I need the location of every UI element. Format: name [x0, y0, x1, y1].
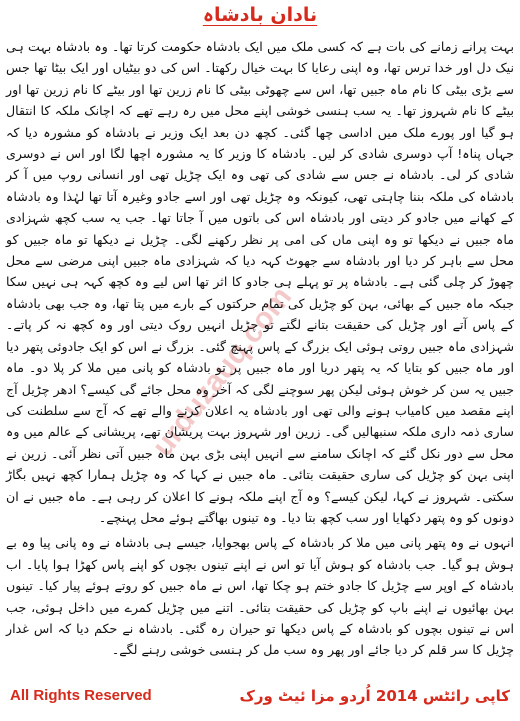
copyright-english: All Rights Reserved — [10, 687, 152, 704]
story-paragraph: انہوں نے وہ پتھر پانی میں ملا کر بادشاہ کے پاس بھجوایا، جیسے ہی بادشاہ نے وہ پانی پیا وہ بے ہوش ہو گیا۔ جب بادشاہ کو ہوش آیا تو اس نے اپنے تینوں بچوں کو اپنے پاس کھڑا ہوا پایا۔ اب بادشاہ کے اوپر سے چڑیل کا جادو ختم ہو چکا تھا، اس نے ماہ جبیں کو روتے ہوئے پیار کیا۔ تینوں بہن بھائیوں نے اپنے باپ کو چڑیل کی حقیقت بتائی۔ اتنے میں چڑیل کمرے میں داخل ہوئی، جب اس نے تینوں بچوں کو بادشاہ کے پاس دیکھا تو حیران رہ گئی۔ بادشاہ نے حکم دیا کہ اس غدار چڑیل کا سر قلم کر دیا جائے اور پھر وہ سب مل کر ہنسی خوشی رہنے لگے۔ — [6, 535, 514, 658]
copyright-urdu: کاپی رائٹس 2014 اُردو مزا ئیٹ ورک — [239, 687, 510, 705]
site-watermark: urduzauq.com — [146, 280, 299, 463]
story-body — [6, 36, 514, 661]
story-title: نادان بادشاہ — [202, 4, 318, 26]
story-paragraph: بہت پرانے زمانے کی بات ہے کہ کسی ملک میں ایک بادشاہ حکومت کرتا تھا۔ وہ بادشاہ بہت ہی نیک دل اور خدا ترس تھا، وہ اپنی رعایا کا بہت خیال رکھتا۔ اس کی دو بیٹیاں اور ایک بیٹا تھا جس سے بڑی بیٹی کا نام ماہ جبیں تھا، اس سے چھوٹی بیٹی کا نام زرین تھا اور بیٹے کا نام زرین تھا اور بیٹے کا نام شہروز تھا۔ یہ سب ہنسی خوشی اپنے محل میں رہ رہے تھے کہ اچانک ملکہ کا انتقال ہو گیا اور پورے ملک میں اداسی چھا گئی۔ کچھ دن بعد ایک وزیر نے بادشاہ کو مشورہ دیا کہ جہاں پناہ! آپ دوسری شادی کر لیں۔ بادشاہ کا وزیر کا یہ مشورہ اچھا لگا اور اس نے دوسری شادی کر لی۔ بادشاہ نے جس سے شادی کی تھی وہ ایک چڑیل تھی اور انسانی روپ میں آ کر بادشاہ کی ملکہ بننا چاہتی تھی، کیونکہ وہ چڑیل تھی اور اسے جادو وغیرہ آتا تھا لہٰذا وہ بادشاہ کے کھانے میں جادو کر دیتی اور بادشاہ اس کی باتوں میں آ جاتا تھا۔ جب یہ سب کچھ شہزادی ماہ جبیں نے دیکھا تو وہ اپنی ماں کی امی پر نظر رکھنے لگی۔ چڑیل نے دیکھا تو ماہ جبیں کو محل سے باہر کر دیا اور بادشاہ سے جھوٹ کہہ دیا کہ شہزادی ماہ جبیں اپنی مرضی سے محل چھوڑ کر چلی گئی ہے۔ بادشاہ پر تو پہلے ہی جادو کا اثر تھا اس لیے وہ کچھ کہہ ہی نہیں سکا جبکہ ماہ جبیں کے بھائی، بہن کو چڑیل کی تمام حرکتوں کے بارے میں پتا تھا، وہ جب بھی بادشاہ کے پاس آتے اور چڑیل کی حقیقت بتانے لگتے تو چڑیل انہیں روک دیتی اور وہ کچھ نہ کر پاتے۔ شہزادی ماہ جبیں روتی ہوئی ایک بزرگ کے پاس پہنچ گئی۔ بزرگ نے اس کو ایک جادوئی پتھر دیا اور ماہ جبیں کو بتایا کہ یہ پتھر دریا اور ماہ جبیں پر تو بادشاہ کو پانی میں ملا کر پلا دو۔ ماہ جبیں یہ سن کر خوش ہوئی لیکن پھر سوچنے لگی کہ آخر وہ محل جائے گی کیسے؟ ادھر چڑیل آج اپنے مقصد میں کامیاب ہونے والی تھی اور بادشاہ یہ اعلان کرنے والے تھے کہ آج سے سلطنت کی ساری ذمہ داری ملکہ سنبھالیں گی۔ زرین اور شہروز بہت پریشان تھے، پریشانی کے عالم میں وہ محل سے دور نکل گئے کہ اچانک سامنے سے انہیں اپنی بڑی بہن ماہ جبیں آتی نظر آئی۔ زرین نے اپنی بہن کو چڑیل کی ساری حقیقت بتائی۔ ماہ جبیں نے کہا کہ وہ چڑیل ہمارا کچھ نہیں بگاڑ سکتی۔ شہروز نے کہا، لیکن کیسے؟ وہ آج اپنے ملکہ ہونے کا اعلان کر رہی ہے۔ ماہ جبیں نے ان دونوں کو وہ پتھر دکھایا اور سب کچھ بتا دیا۔ وہ تینوں بھاگتے ہوئے محل پہنچے۔ — [6, 39, 514, 525]
copyright-footer — [10, 687, 510, 711]
